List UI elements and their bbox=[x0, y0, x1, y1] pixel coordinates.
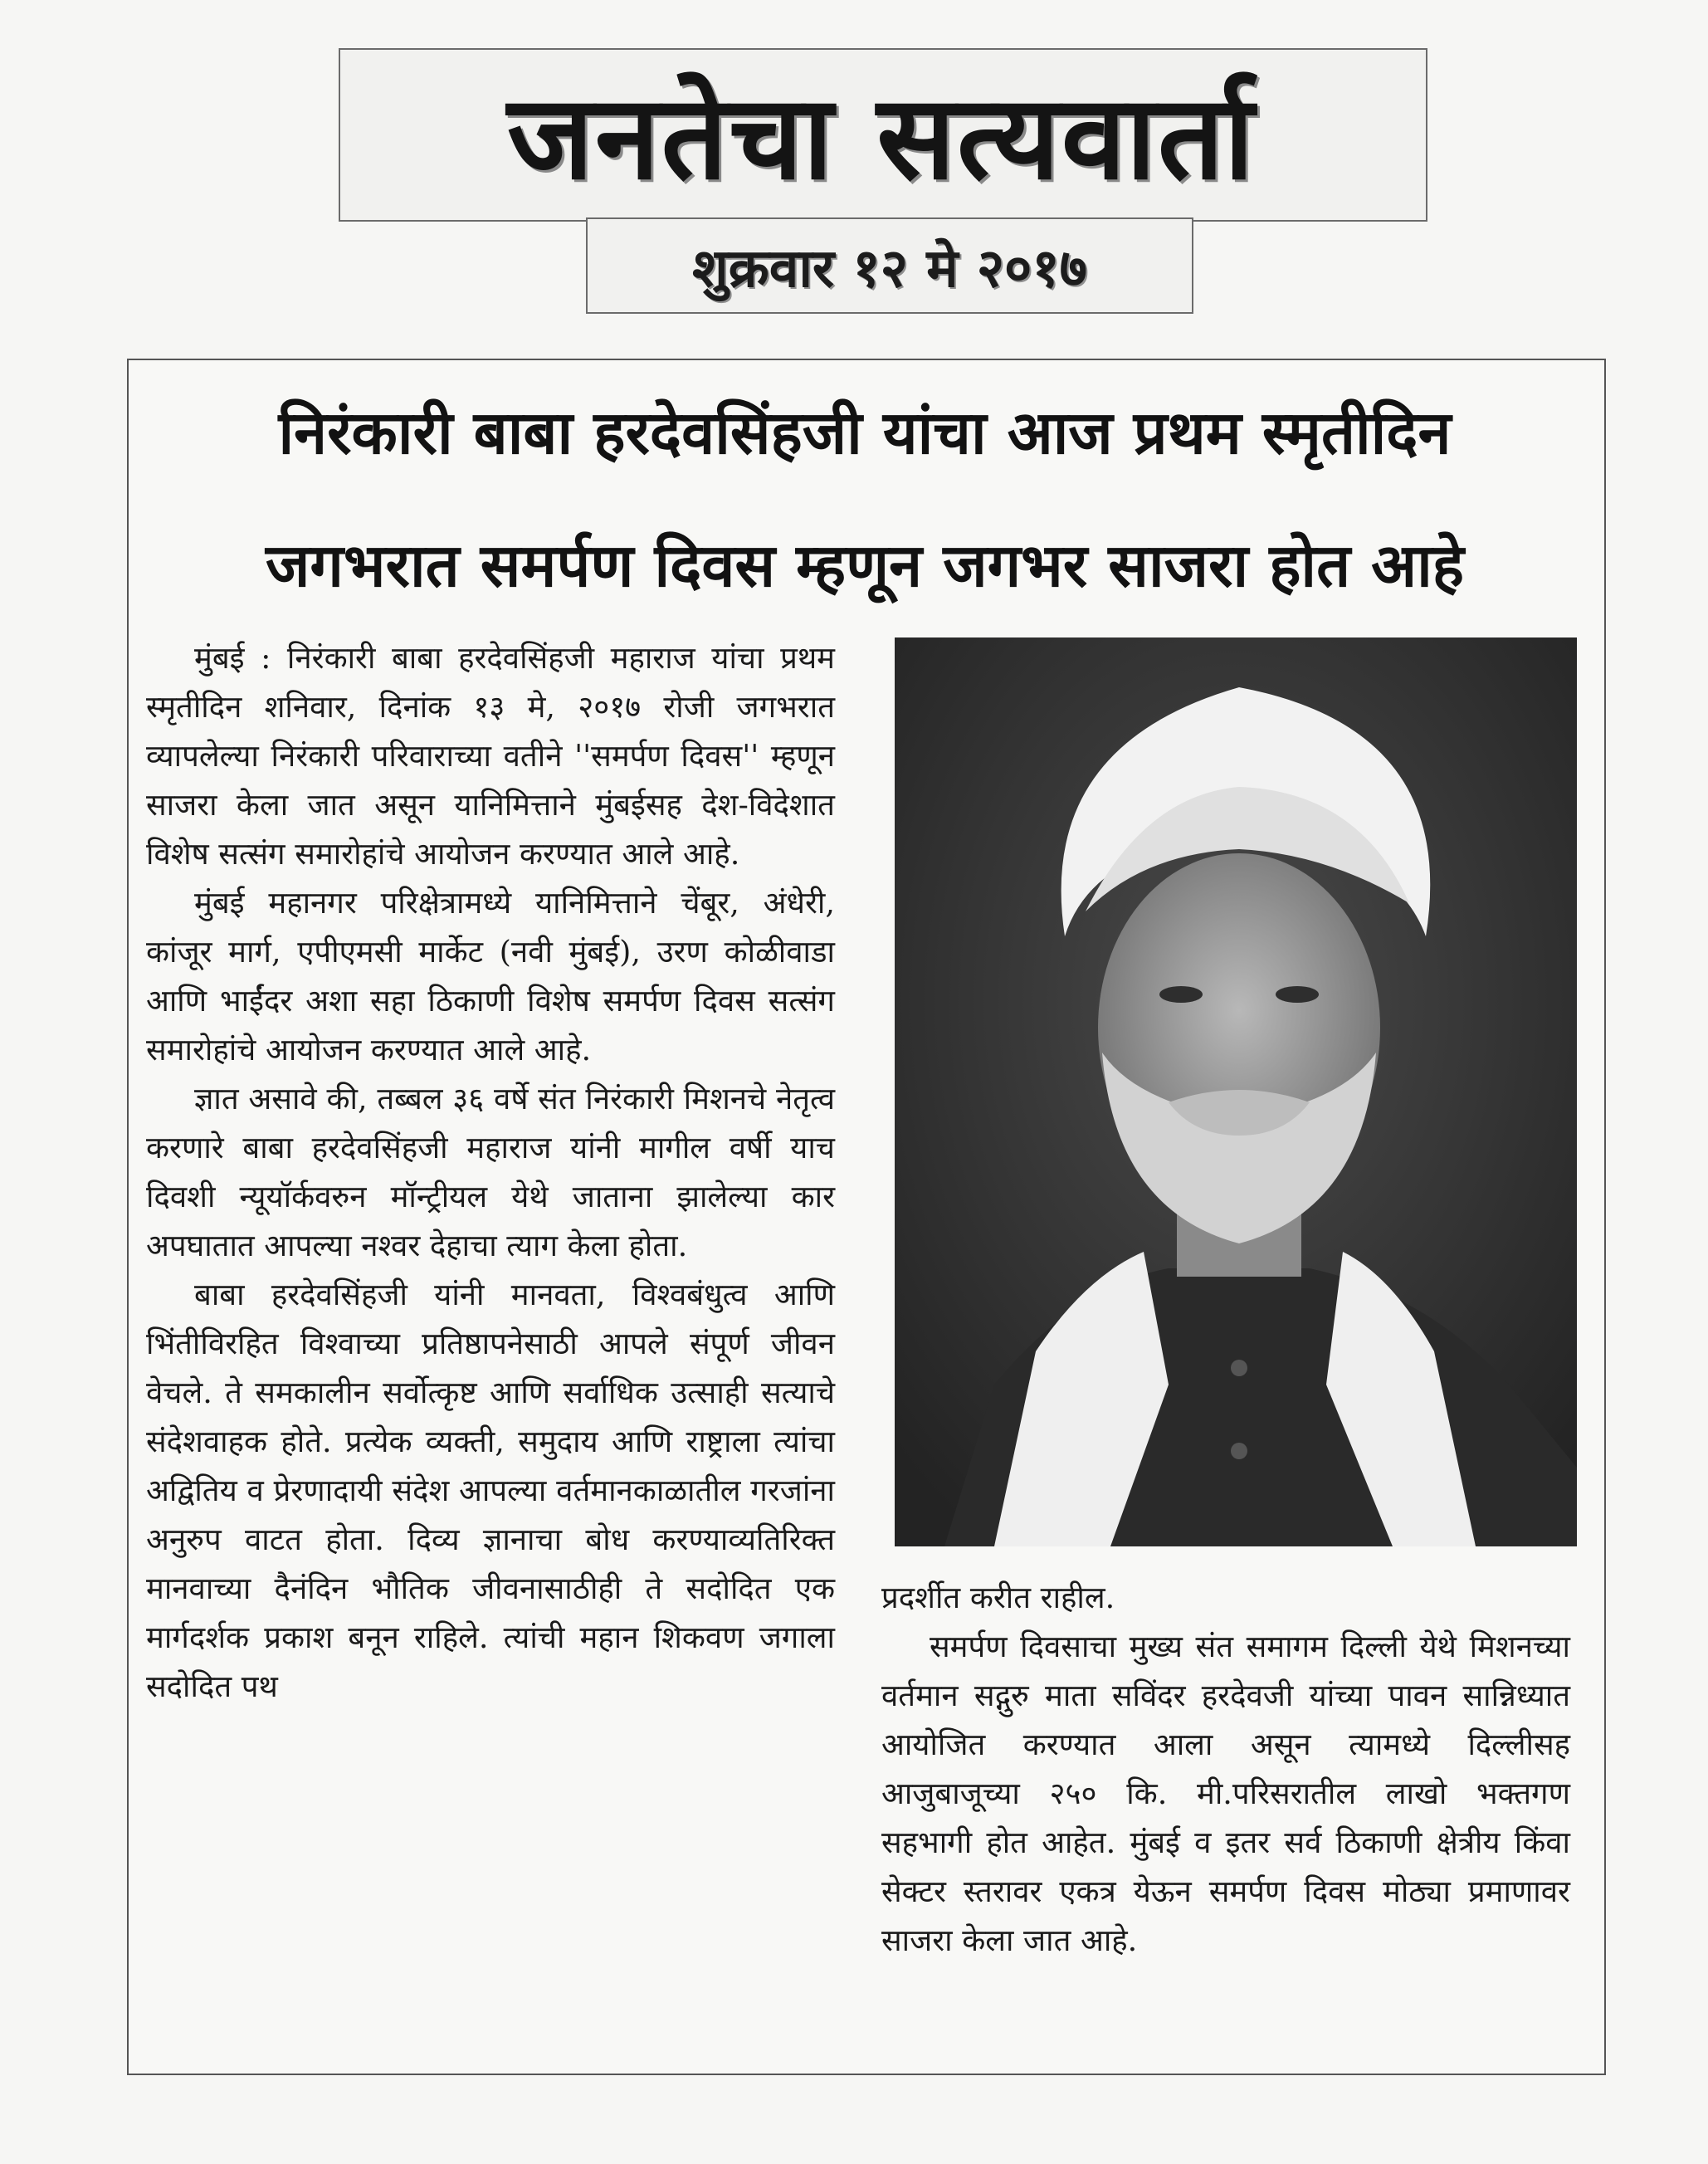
article-left-column bbox=[146, 633, 835, 1711]
headline-line-2: जगभरात समर्पण दिवस म्हणून जगभर साजरा होत आहे bbox=[265, 530, 1465, 600]
article-right-column bbox=[881, 1573, 1570, 1965]
masthead-title: जनतेचा सत्यवार्ता bbox=[507, 71, 1256, 206]
paragraph: ज्ञात असावे की, तब्बल ३६ वर्षे संत निरंकारी मिशनचे नेतृत्व करणारे बाबा हरदेवसिंहजी महाराज यांनी मागील वर्षी याच दिवशी न्यूयॉर्कवरुन मॉन्ट्रीयल येथे जाताना झालेल्या कार अपघातात आपल्या नश्वर देहाचा त्याग केला होता. bbox=[146, 1081, 835, 1263]
masthead-date: शुक्रवार १२ मे २०१७ bbox=[586, 217, 1193, 314]
paragraph: समर्पण दिवसाचा मुख्य संत समागम दिल्ली येथे मिशनच्या वर्तमान सद्गुरु माता सविंदर हरदेवजी यांच्या पावन सान्निध्यात आयोजित करण्यात आला असून त्यामध्ये दिल्लीसह आजुबाजूच्या २५० कि. मी.परिसरातील लाखो भक्तगण सहभागी होत आहेत. मुंबई व इतर सर्व ठिकाणी क्षेत्रीय किंवा सेक्टर स्तरावर एकत्र येऊन समर्पण दिवस मोठ्या प्रमाणावर साजरा केला जात आहे. bbox=[881, 1629, 1570, 1958]
paragraph: बाबा हरदेवसिंहजी यांनी मानवता, विश्वबंधुत्व आणि भिंतीविरहित विश्वाच्या प्रतिष्ठापनेसाठी आपले संपूर्ण जीवन वेचले. ते समकालीन सर्वोत्कृष्ट आणि सर्वाधिक उत्साही सत्याचे संदेशवाहक होते. प्रत्येक व्यक्ती, समुदाय आणि राष्ट्राला त्यांचा अद्वितिय व प्रेरणादायी संदेश आपल्या वर्तमानकाळातील गरजांना अनुरुप वाटत होता. दिव्य ज्ञानाचा बोध करण्याव्यतिरिक्त मानवाच्या दैनंदिन भौतिक जीवनासाठीही ते सदोदित एक मार्गदर्शक प्रकाश बनून राहिले. त्यांची महान शिकवण जगाला सदोदित पथ bbox=[146, 1277, 835, 1704]
portrait-photo bbox=[895, 637, 1577, 1546]
paragraph: मुंबई : निरंकारी बाबा हरदेवसिंहजी महाराज यांचा प्रथम स्मृतीदिन शनिवार, दिनांक १३ मे, २०१७ रोजी जगभरात व्यापलेल्या निरंकारी परिवाराच्या वतीने ''समर्पण दिवस'' म्हणून साजरा केला जात असून यानिमित्ताने मुंबईसह देश-विदेशात विशेष सत्संग समारोहांचे आयोजन करण्यात आले आहे. bbox=[146, 640, 835, 872]
paragraph-continuation: प्रदर्शीत करीत राहील. bbox=[881, 1580, 1115, 1615]
paragraph: मुंबई महानगर परिक्षेत्रामध्ये यानिमित्ताने चेंबूर, अंधेरी, कांजूर मार्ग, एपीएमसी मार्केट (नवी मुंबई), उरण कोळीवाडा आणि भाईंदर अशा सहा ठिकाणी विशेष समर्पण दिवस सत्संग समारोहांचे आयोजन करण्यात आले आहे. bbox=[146, 885, 835, 1067]
portrait-illustration bbox=[895, 637, 1577, 1546]
headline-line-1: निरंकारी बाबा हरदेवसिंहजी यांचा आज प्रथम स्मृतीदिन bbox=[278, 398, 1452, 467]
